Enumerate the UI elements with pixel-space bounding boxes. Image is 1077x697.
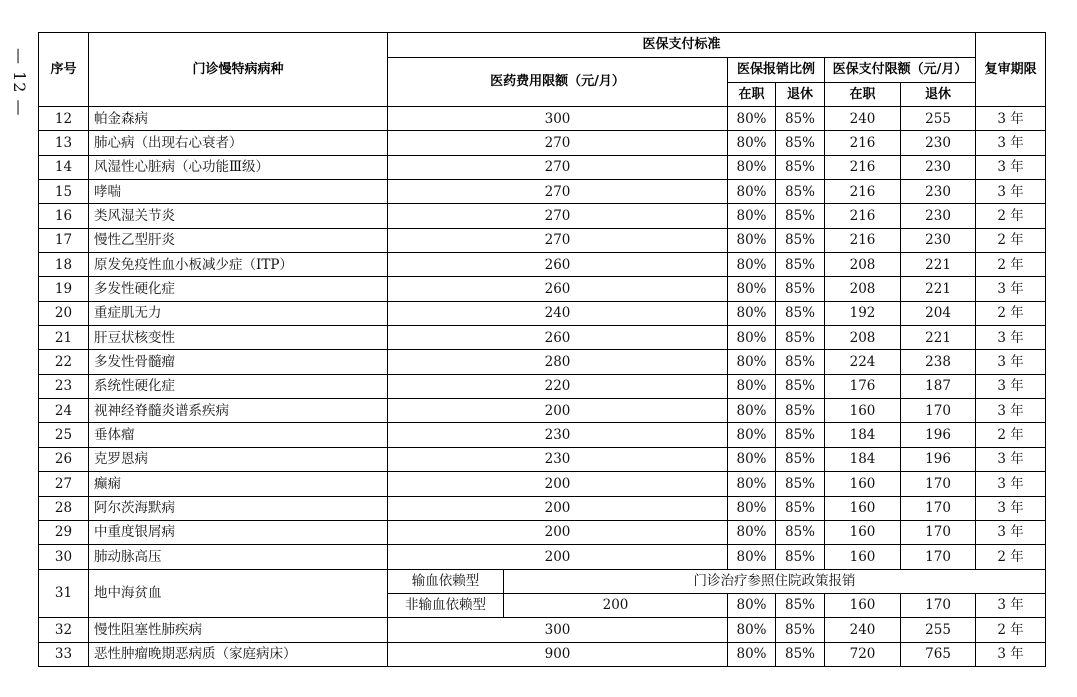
cost-limit-cell: 260 [388,277,728,301]
ratio-active-cell: 80% [728,593,776,617]
limit-active-cell: 192 [825,301,901,325]
table-row [39,374,1046,398]
disease-name-cell: 类风湿关节炎 [89,204,388,228]
serial-no-cell: 15 [39,180,89,204]
ratio-active-cell: 80% [728,253,776,277]
cost-limit-cell: 230 [388,447,728,471]
limit-active-cell: 160 [825,496,901,520]
ratio-retired-cell: 85% [776,253,825,277]
table-row [39,228,1046,252]
ratio-active-cell: 80% [728,520,776,544]
limit-active-cell: 216 [825,204,901,228]
limit-active-cell: 216 [825,180,901,204]
disease-name-cell: 垂体瘤 [89,423,388,447]
serial-no-cell: 21 [39,326,89,350]
limit-retired-cell: 230 [901,180,976,204]
header-row [39,33,1046,58]
ratio-retired-cell: 85% [776,204,825,228]
limit-retired-cell: 255 [901,618,976,642]
serial-no-cell: 19 [39,277,89,301]
disease-name-cell: 多发性骨髓瘤 [89,350,388,374]
table-row [39,326,1046,350]
ratio-retired-cell: 85% [776,496,825,520]
disease-name-cell: 慢性乙型肝炎 [89,228,388,252]
limit-retired-cell: 187 [901,374,976,398]
disease-name-cell: 重症肌无力 [89,301,388,325]
serial-no-cell: 27 [39,472,89,496]
limit-retired-cell: 221 [901,326,976,350]
reimburse-ratio-header: 医保报销比例 [728,58,825,83]
table-row [39,520,1046,544]
limit-active-cell: 208 [825,326,901,350]
payment-standard-header: 医保支付标准 [388,33,976,58]
disease-name-cell: 系统性硬化症 [89,374,388,398]
cost-limit-header: 医药费用限额（元/月） [388,58,728,107]
limit-active-cell: 160 [825,472,901,496]
limit-retired-cell: 170 [901,399,976,423]
serial-no-cell: 16 [39,204,89,228]
review-period-cell: 3 年 [976,277,1046,301]
ratio-active-cell: 80% [728,155,776,179]
limit-active-cell: 216 [825,131,901,155]
serial-no-cell: 23 [39,374,89,398]
table-row [39,204,1046,228]
ratio-retired-cell: 85% [776,131,825,155]
disease-name-cell: 克罗恩病 [89,447,388,471]
limit-retired-header: 退休 [901,83,976,107]
review-period-cell: 2 年 [976,253,1046,277]
cost-limit-cell: 300 [388,618,728,642]
table-row [39,447,1046,471]
table-row [39,569,1046,593]
limit-retired-cell: 170 [901,472,976,496]
limit-retired-cell: 238 [901,350,976,374]
cost-limit-cell: 270 [388,180,728,204]
cost-limit-cell: 900 [388,642,728,666]
cost-limit-cell: 220 [388,374,728,398]
table-row [39,107,1046,131]
review-period-header: 复审期限 [976,33,1046,107]
review-period-cell: 3 年 [976,131,1046,155]
limit-active-cell: 184 [825,447,901,471]
limit-active-cell: 240 [825,618,901,642]
cost-limit-cell: 260 [388,253,728,277]
disease-name-cell: 肺心病（出现右心衰者） [89,131,388,155]
limit-retired-cell: 196 [901,447,976,471]
limit-active-header: 在职 [825,83,901,107]
cost-limit-cell: 260 [388,326,728,350]
page-number: — 12 — [10,48,29,117]
limit-active-cell: 224 [825,350,901,374]
ratio-retired-cell: 85% [776,326,825,350]
ratio-retired-cell: 85% [776,155,825,179]
subtype-cell: 输血依赖型 [388,569,504,593]
ratio-active-cell: 80% [728,642,776,666]
limit-active-cell: 176 [825,374,901,398]
review-period-cell: 3 年 [976,326,1046,350]
ratio-retired-cell: 85% [776,228,825,252]
ratio-active-cell: 80% [728,131,776,155]
ratio-active-cell: 80% [728,228,776,252]
cost-limit-cell: 270 [388,204,728,228]
limit-active-cell: 216 [825,155,901,179]
ratio-active-cell: 80% [728,204,776,228]
limit-active-cell: 208 [825,253,901,277]
ratio-active-cell: 80% [728,618,776,642]
ratio-active-cell: 80% [728,472,776,496]
serial-no-header: 序号 [39,33,89,107]
disease-name-cell: 中重度银屑病 [89,520,388,544]
ratio-active-cell: 80% [728,180,776,204]
table-header [39,33,1046,107]
table-row [39,301,1046,325]
limit-active-cell: 160 [825,399,901,423]
ratio-active-cell: 80% [728,326,776,350]
serial-no-cell: 33 [39,642,89,666]
subtype-cell: 非输血依赖型 [388,593,504,617]
cost-limit-cell: 200 [388,545,728,569]
ratio-active-cell: 80% [728,496,776,520]
ratio-active-cell: 80% [728,374,776,398]
serial-no-cell: 31 [39,569,89,618]
review-period-cell: 3 年 [976,155,1046,179]
review-period-cell: 3 年 [976,350,1046,374]
serial-no-cell: 20 [39,301,89,325]
serial-no-cell: 22 [39,350,89,374]
review-period-cell: 3 年 [976,642,1046,666]
ratio-retired-cell: 85% [776,399,825,423]
disease-name-cell: 慢性阻塞性肺疾病 [89,618,388,642]
disease-name-cell: 肝豆状核变性 [89,326,388,350]
serial-no-cell: 14 [39,155,89,179]
policy-note-cell: 门诊治疗参照住院政策报销 [504,569,1046,593]
limit-active-cell: 160 [825,520,901,544]
ratio-retired-cell: 85% [776,642,825,666]
table-row [39,496,1046,520]
review-period-cell: 2 年 [976,301,1046,325]
ratio-retired-cell: 85% [776,447,825,471]
serial-no-cell: 29 [39,520,89,544]
limit-retired-cell: 170 [901,545,976,569]
table-row [39,277,1046,301]
ratio-retired-cell: 85% [776,520,825,544]
ratio-active-cell: 80% [728,447,776,471]
ratio-active-cell: 80% [728,545,776,569]
limit-retired-cell: 170 [901,496,976,520]
limit-retired-cell: 170 [901,520,976,544]
disease-name-cell: 原发免疫性血小板减少症（ITP） [89,253,388,277]
ratio-retired-header: 退休 [776,83,825,107]
serial-no-cell: 12 [39,107,89,131]
serial-no-cell: 32 [39,618,89,642]
disease-name-cell: 帕金森病 [89,107,388,131]
review-period-cell: 2 年 [976,228,1046,252]
limit-retired-cell: 255 [901,107,976,131]
insurance-standard-table [38,32,1046,667]
table-row [39,642,1046,666]
serial-no-cell: 26 [39,447,89,471]
payment-limit-header: 医保支付限额（元/月） [825,58,976,83]
limit-retired-cell: 204 [901,301,976,325]
ratio-retired-cell: 85% [776,618,825,642]
limit-active-cell: 216 [825,228,901,252]
serial-no-cell: 30 [39,545,89,569]
ratio-retired-cell: 85% [776,277,825,301]
limit-active-cell: 208 [825,277,901,301]
disease-name-cell: 多发性硬化症 [89,277,388,301]
limit-retired-cell: 230 [901,228,976,252]
table-row [39,472,1046,496]
ratio-retired-cell: 85% [776,350,825,374]
table-body [39,107,1046,667]
disease-name-cell: 癫痫 [89,472,388,496]
serial-no-cell: 28 [39,496,89,520]
disease-name-cell: 阿尔茨海默病 [89,496,388,520]
disease-name-cell: 恶性肿瘤晚期恶病质（家庭病床） [89,642,388,666]
disease-name-cell: 肺动脉高压 [89,545,388,569]
ratio-retired-cell: 85% [776,301,825,325]
table-row [39,180,1046,204]
limit-active-cell: 720 [825,642,901,666]
disease-name-cell: 视神经脊髓炎谱系疾病 [89,399,388,423]
review-period-cell: 3 年 [976,399,1046,423]
table-row [39,131,1046,155]
serial-no-cell: 25 [39,423,89,447]
table-row [39,155,1046,179]
ratio-retired-cell: 85% [776,374,825,398]
table-row [39,253,1046,277]
ratio-retired-cell: 85% [776,472,825,496]
ratio-retired-cell: 85% [776,593,825,617]
ratio-retired-cell: 85% [776,107,825,131]
cost-limit-cell: 200 [388,399,728,423]
cost-limit-cell: 280 [388,350,728,374]
ratio-active-cell: 80% [728,301,776,325]
serial-no-cell: 18 [39,253,89,277]
serial-no-cell: 13 [39,131,89,155]
limit-retired-cell: 765 [901,642,976,666]
limit-retired-cell: 221 [901,253,976,277]
cost-limit-cell: 200 [504,593,728,617]
limit-active-cell: 184 [825,423,901,447]
cost-limit-cell: 230 [388,423,728,447]
serial-no-cell: 17 [39,228,89,252]
limit-active-cell: 240 [825,107,901,131]
ratio-active-cell: 80% [728,107,776,131]
disease-name-cell: 哮喘 [89,180,388,204]
cost-limit-cell: 200 [388,496,728,520]
limit-retired-cell: 230 [901,204,976,228]
review-period-cell: 3 年 [976,374,1046,398]
review-period-cell: 3 年 [976,180,1046,204]
limit-retired-cell: 230 [901,155,976,179]
ratio-retired-cell: 85% [776,423,825,447]
cost-limit-cell: 270 [388,131,728,155]
limit-retired-cell: 221 [901,277,976,301]
cost-limit-cell: 300 [388,107,728,131]
ratio-active-cell: 80% [728,423,776,447]
cost-limit-cell: 200 [388,520,728,544]
review-period-cell: 2 年 [976,618,1046,642]
table-row [39,545,1046,569]
review-period-cell: 3 年 [976,496,1046,520]
review-period-cell: 3 年 [976,107,1046,131]
cost-limit-cell: 270 [388,228,728,252]
review-period-cell: 3 年 [976,472,1046,496]
disease-name-cell: 地中海贫血 [89,569,388,618]
limit-active-cell: 160 [825,593,901,617]
disease-name-cell: 风湿性心脏病（心功能Ⅲ级） [89,155,388,179]
limit-active-cell: 160 [825,545,901,569]
review-period-cell: 2 年 [976,423,1046,447]
table-row [39,399,1046,423]
ratio-active-cell: 80% [728,350,776,374]
review-period-cell: 3 年 [976,520,1046,544]
disease-header: 门诊慢特病病种 [89,33,388,107]
cost-limit-cell: 240 [388,301,728,325]
review-period-cell: 2 年 [976,204,1046,228]
ratio-retired-cell: 85% [776,545,825,569]
review-period-cell: 2 年 [976,545,1046,569]
limit-retired-cell: 230 [901,131,976,155]
ratio-active-cell: 80% [728,277,776,301]
ratio-retired-cell: 85% [776,180,825,204]
review-period-cell: 3 年 [976,447,1046,471]
table-row [39,423,1046,447]
table-row [39,350,1046,374]
limit-retired-cell: 196 [901,423,976,447]
ratio-active-header: 在职 [728,83,776,107]
review-period-cell: 3 年 [976,593,1046,617]
serial-no-cell: 24 [39,399,89,423]
limit-retired-cell: 170 [901,593,976,617]
cost-limit-cell: 200 [388,472,728,496]
cost-limit-cell: 270 [388,155,728,179]
table-row [39,618,1046,642]
ratio-active-cell: 80% [728,399,776,423]
